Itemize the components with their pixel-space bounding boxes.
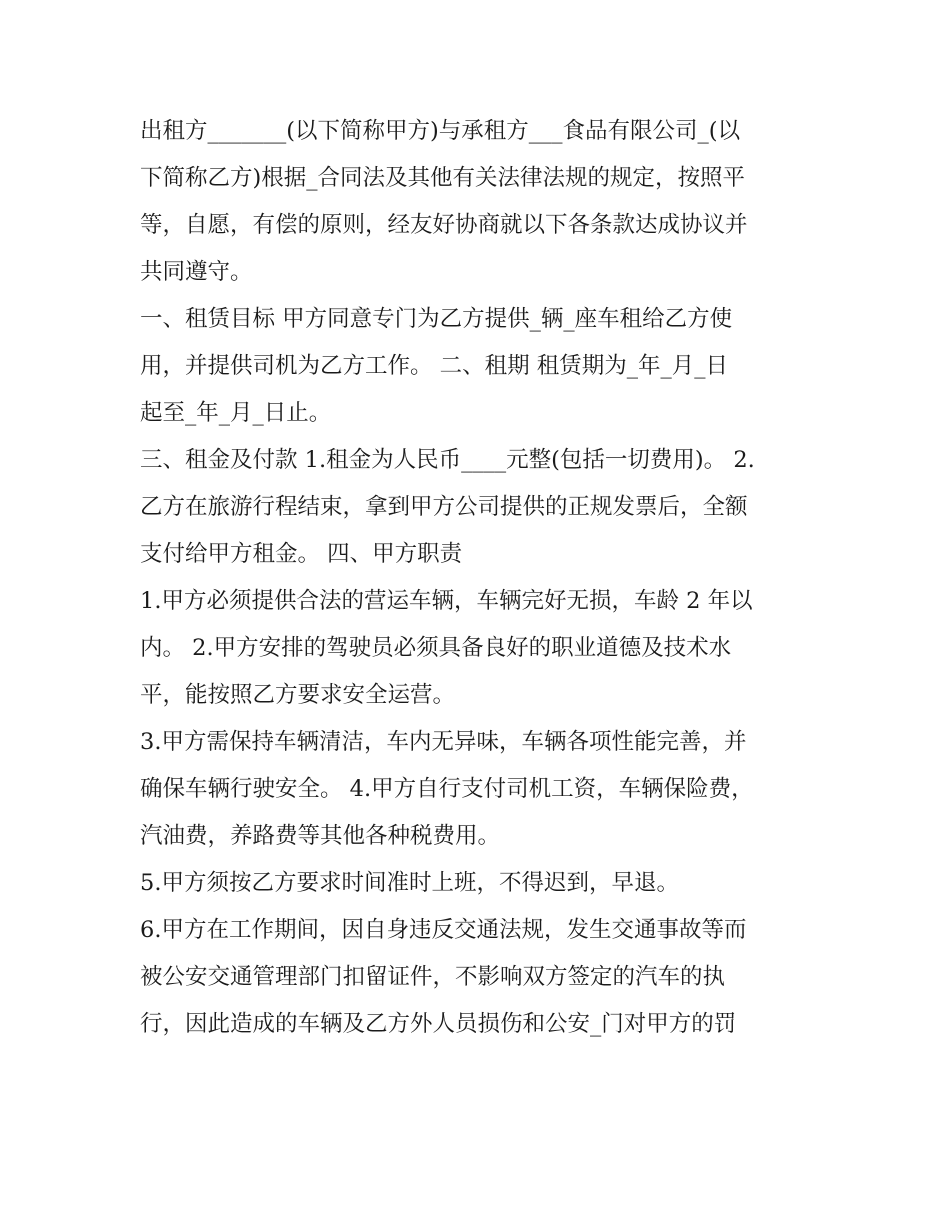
text-line: 用，并提供司机为乙方工作。 二、租期 租赁期为_年_月_日 bbox=[140, 353, 729, 379]
text-line: 共同遵守。 bbox=[140, 259, 253, 285]
paragraph-duty-6 bbox=[140, 907, 820, 1048]
text-line: 平，能按照乙方要求安全运营。 bbox=[140, 682, 456, 708]
document-body bbox=[140, 108, 820, 1048]
text-line: 内。 2.甲方安排的驾驶员必须具备良好的职业道德及技术水 bbox=[140, 635, 732, 661]
text-line: 行，因此造成的车辆及乙方外人员损伤和公安_门对甲方的罚 bbox=[140, 1011, 737, 1037]
text-line: 等，自愿，有偿的原则，经友好协商就以下各条款达成协议并 bbox=[140, 212, 748, 238]
paragraph-duty-1-2 bbox=[140, 578, 820, 719]
text-line: 6.甲方在工作期间，因自身违反交通法规，发生交通事故等而 bbox=[140, 917, 747, 943]
text-line: 三、租金及付款 1.租金为人民币____元整(包括一切费用)。 2. bbox=[140, 447, 755, 473]
text-line: 乙方在旅游行程结束，拿到甲方公司提供的正规发票后，全额 bbox=[140, 494, 748, 520]
paragraph-parties bbox=[140, 108, 820, 296]
text-line: 被公安交通管理部门扣留证件，不影响双方签定的汽车的执 bbox=[140, 964, 726, 990]
paragraph-lease-target-term bbox=[140, 296, 820, 437]
text-line: 1.甲方必须提供合法的营运车辆，车辆完好无损，车龄 2 年以 bbox=[140, 588, 753, 614]
text-line: 汽油费，养路费等其他各种税费用。 bbox=[140, 823, 501, 849]
paragraph-duty-3-4 bbox=[140, 719, 820, 860]
text-line: 支付给甲方租金。 四、甲方职责 bbox=[140, 541, 463, 567]
text-line: 下简称乙方)根据_合同法及其他有关法律法规的规定，按照平 bbox=[140, 165, 746, 191]
text-line: 起至_年_月_日止。 bbox=[140, 400, 332, 426]
text-line: 确保车辆行驶安全。 4.甲方自行支付司机工资，车辆保险费， bbox=[140, 776, 754, 802]
paragraph-rent-payment bbox=[140, 437, 820, 578]
text-line: 出租方_______(以下简称甲方)与承租方___食品有限公司_(以 bbox=[140, 118, 741, 144]
text-line: 3.甲方需保持车辆清洁，车内无异味，车辆各项性能完善，并 bbox=[140, 729, 747, 755]
text-line: 5.甲方须按乙方要求时间准时上班，不得迟到，早退。 bbox=[140, 870, 679, 896]
paragraph-duty-5 bbox=[140, 860, 820, 907]
text-line: 一、租赁目标 甲方同意专门为乙方提供_辆_座车租给乙方使 bbox=[140, 306, 733, 332]
